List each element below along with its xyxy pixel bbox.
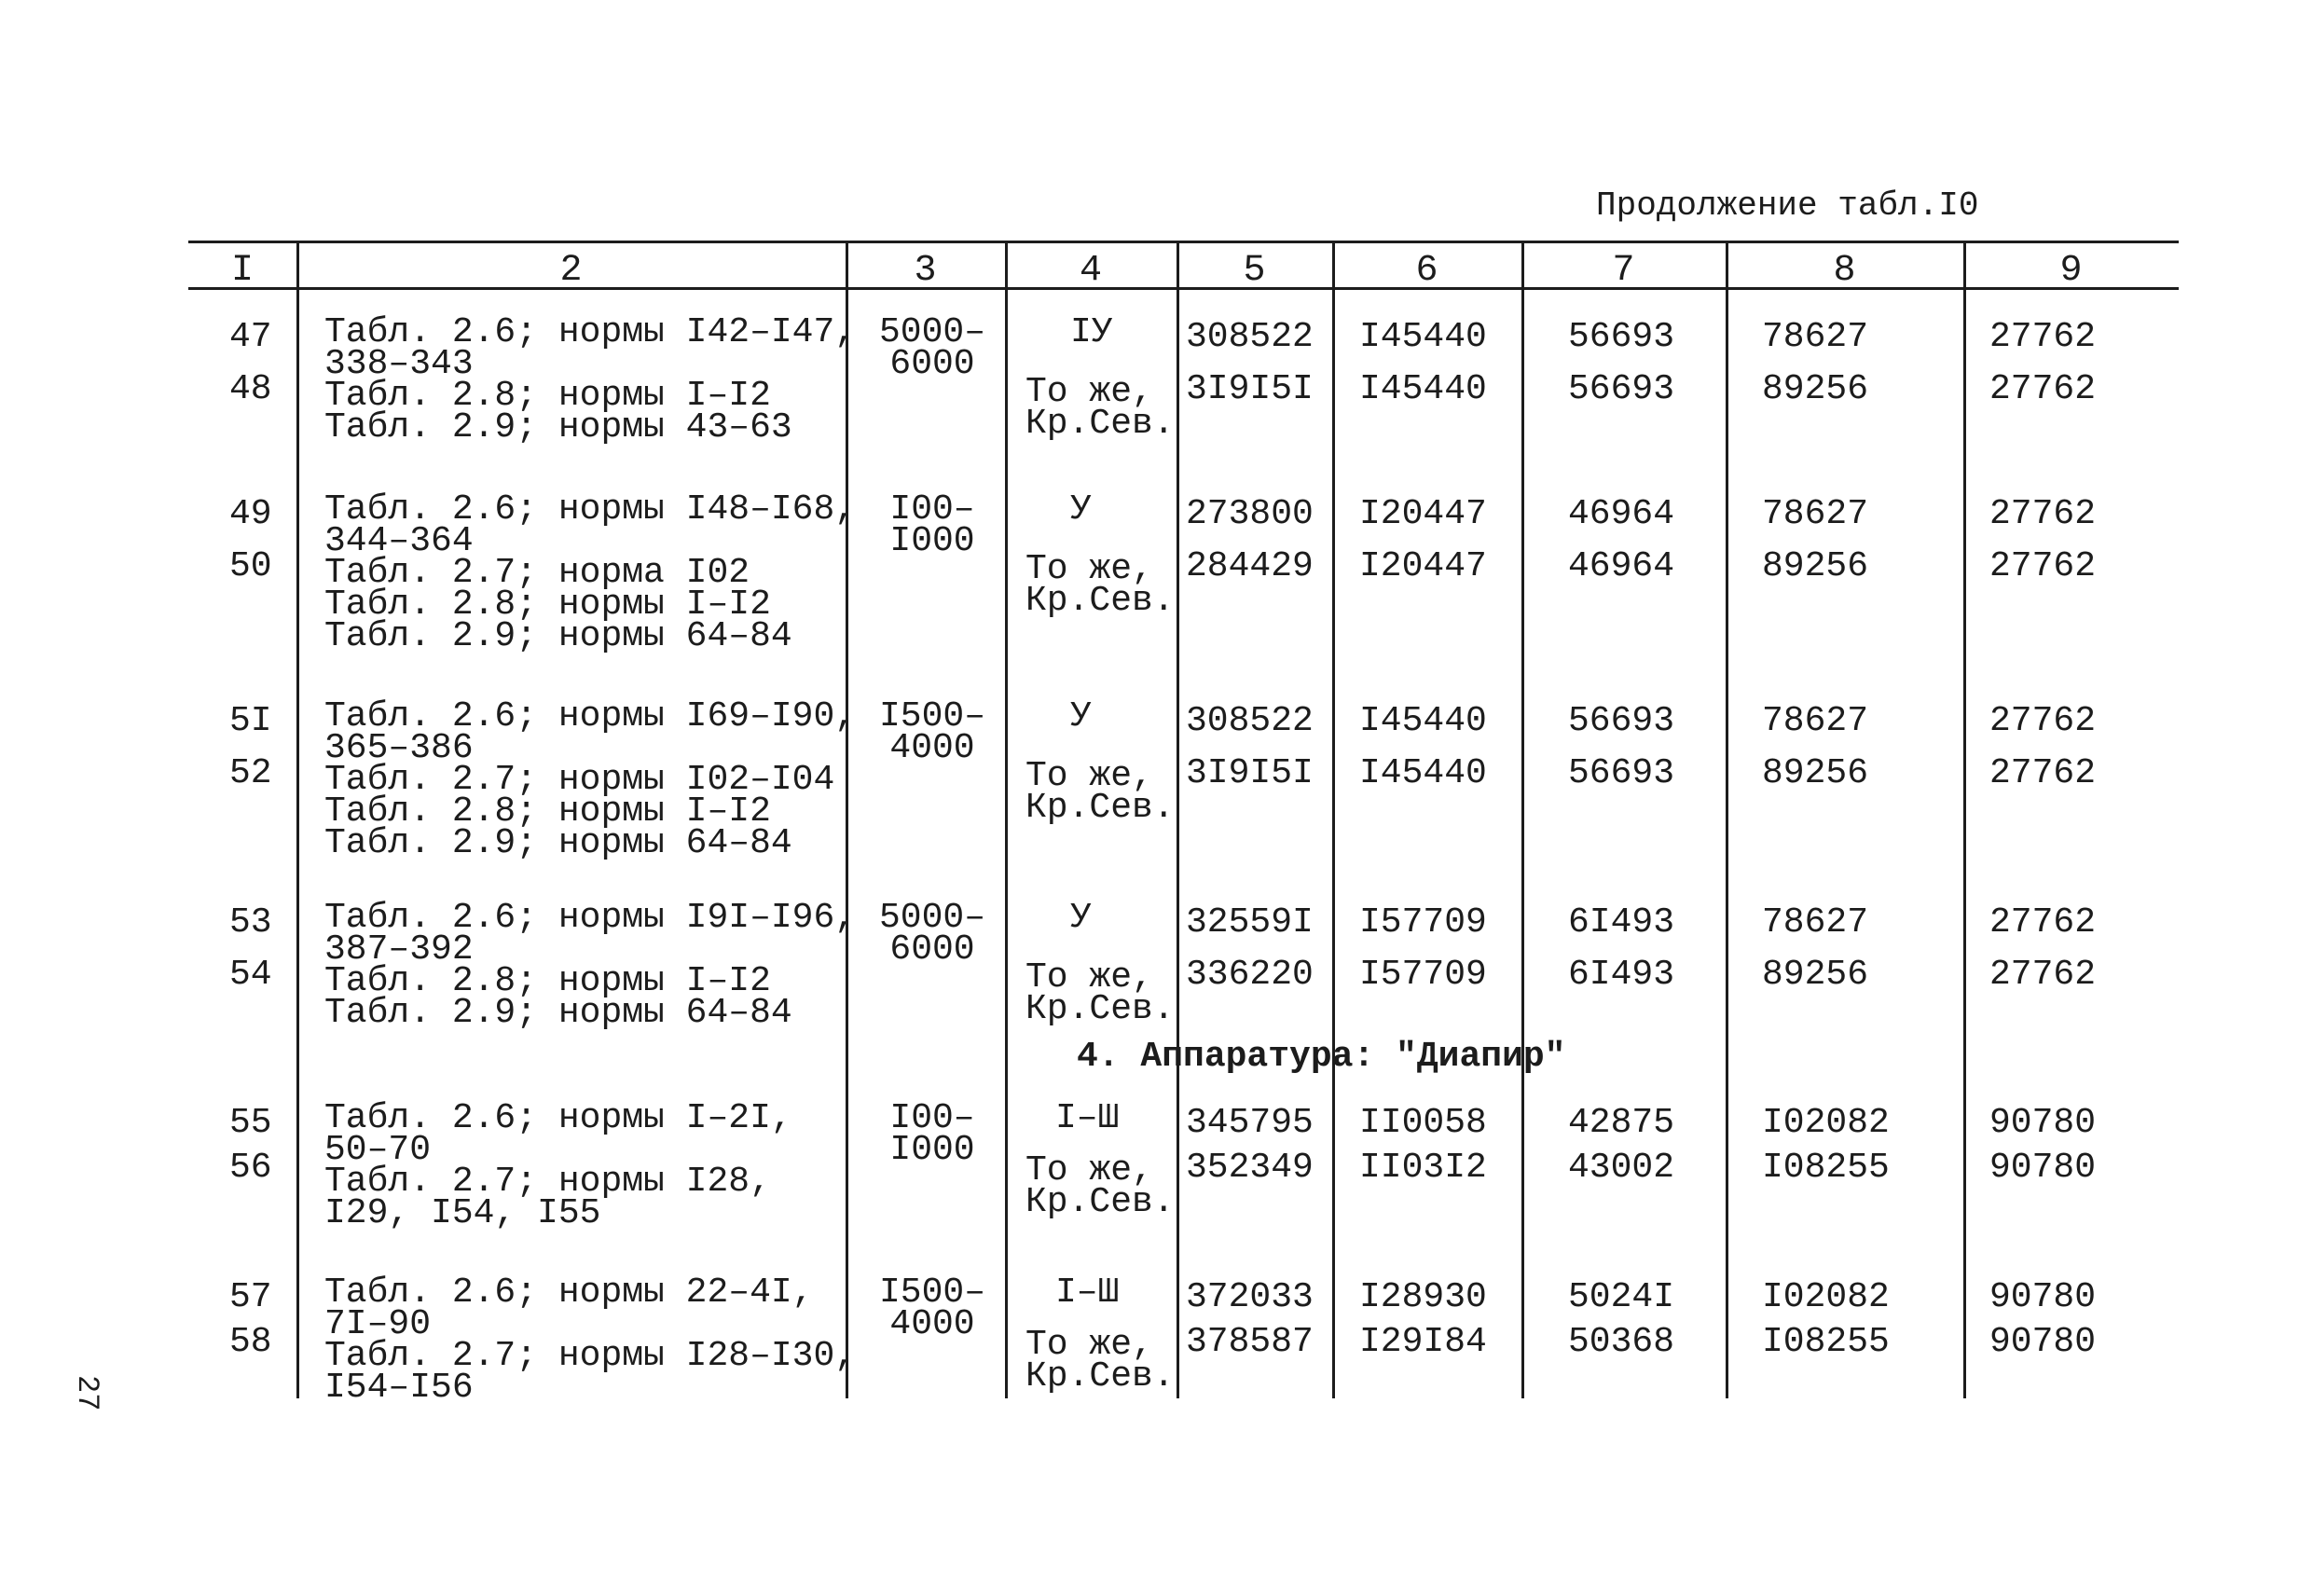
row-number: 57 <box>229 1277 272 1317</box>
value-col5: 32559I <box>1186 902 1314 942</box>
value-col6: I20447 <box>1359 494 1487 534</box>
column-divider <box>1726 241 1728 1398</box>
value-col8: I08255 <box>1762 1322 1890 1362</box>
value-col7: 43002 <box>1568 1148 1675 1188</box>
value-col9: 90780 <box>1989 1277 2097 1317</box>
row-number: 47 <box>229 317 272 357</box>
row-number: 52 <box>229 753 272 793</box>
range-cell: 5000– 6000 <box>878 898 986 970</box>
zone-cell: У <box>1070 489 1092 530</box>
range-cell: I500– 4000 <box>878 1273 986 1344</box>
value-col9: 90780 <box>1989 1148 2097 1188</box>
value-col6: I28930 <box>1359 1277 1487 1317</box>
value-col5: 378587 <box>1186 1322 1314 1362</box>
value-col5: 336220 <box>1186 955 1314 995</box>
zone-cell: То же, Кр.Сев. <box>1025 549 1175 621</box>
value-col9: 27762 <box>1989 546 2097 586</box>
column-divider <box>1332 241 1335 1398</box>
value-col7: 56693 <box>1568 369 1675 409</box>
zone-cell: То же, Кр.Сев. <box>1025 372 1175 444</box>
column-divider <box>1177 241 1179 1398</box>
zone-cell: У <box>1070 898 1092 938</box>
zone-cell: То же, Кр.Сев. <box>1025 1325 1175 1396</box>
row-number: 5I <box>229 701 272 741</box>
side-page-number: 27 <box>70 1375 104 1411</box>
zone-cell: I–Ш <box>1055 1098 1120 1138</box>
value-col8: 78627 <box>1762 902 1869 942</box>
column-divider <box>1963 241 1966 1398</box>
value-col9: 27762 <box>1989 955 2097 995</box>
row-number: 58 <box>229 1322 272 1362</box>
value-col5: 273800 <box>1186 494 1314 534</box>
row-number: 56 <box>229 1148 272 1188</box>
range-cell: 5000– 6000 <box>878 312 986 384</box>
zone-cell: То же, Кр.Сев. <box>1025 957 1175 1029</box>
value-col8: 89256 <box>1762 369 1869 409</box>
value-col6: I29I84 <box>1359 1322 1487 1362</box>
value-col9: 90780 <box>1989 1322 2097 1362</box>
value-col6: I45440 <box>1359 369 1487 409</box>
column-header: 3 <box>914 250 937 292</box>
value-col7: 50368 <box>1568 1322 1675 1362</box>
value-col9: 90780 <box>1989 1103 2097 1143</box>
row-number: 53 <box>229 902 272 942</box>
zone-cell: То же, Кр.Сев. <box>1025 1150 1175 1222</box>
zone-cell: IУ <box>1070 312 1113 352</box>
column-header: 4 <box>1079 250 1102 292</box>
row-number: 55 <box>229 1103 272 1143</box>
range-cell: I00– I000 <box>889 489 975 561</box>
value-col7: 56693 <box>1568 317 1675 357</box>
value-col5: 3I9I5I <box>1186 369 1314 409</box>
norms-cell: Табл. 2.6; нормы I42–I47, 338–343 Табл. 2.8; нормы I–I2 Табл. 2.9; нормы 43–63 <box>324 312 857 447</box>
value-col7: 46964 <box>1568 494 1675 534</box>
zone-cell: То же, Кр.Сев. <box>1025 756 1175 828</box>
column-header: 8 <box>1833 250 1856 292</box>
norms-cell: Табл. 2.6; нормы 22–4I, 7I–90 Табл. 2.7; нормы I28–I30, I54–I56 <box>324 1273 857 1408</box>
value-col5: 308522 <box>1186 317 1314 357</box>
row-number: 49 <box>229 494 272 534</box>
column-header: 7 <box>1612 250 1635 292</box>
value-col6: I45440 <box>1359 701 1487 741</box>
norms-cell: Табл. 2.6; нормы I69–I90, 365–386 Табл. 2.7; нормы I02–I04 Табл. 2.8; нормы I–I2 Табл. 2.9; нормы 64–84 <box>324 696 857 863</box>
zone-cell: I–Ш <box>1055 1273 1120 1313</box>
value-col8: I02082 <box>1762 1277 1890 1317</box>
section-heading: 4. Аппаратура: "Диапир" <box>1077 1037 1566 1077</box>
value-col8: I08255 <box>1762 1148 1890 1188</box>
norms-cell: Табл. 2.6; нормы I–2I, 50–70 Табл. 2.7; нормы I28, I29, I54, I55 <box>324 1098 792 1233</box>
column-divider <box>1005 241 1008 1398</box>
table-continuation-caption: Продолжение табл.I0 <box>1596 186 1979 225</box>
value-col8: 89256 <box>1762 753 1869 793</box>
column-divider <box>1521 241 1524 1398</box>
row-number: 50 <box>229 546 272 586</box>
value-col9: 27762 <box>1989 369 2097 409</box>
value-col8: 78627 <box>1762 317 1869 357</box>
value-col6: I57709 <box>1359 902 1487 942</box>
value-col5: 3I9I5I <box>1186 753 1314 793</box>
value-col7: 5024I <box>1568 1277 1675 1317</box>
value-col9: 27762 <box>1989 902 2097 942</box>
column-header: 2 <box>559 250 583 292</box>
row-number: 54 <box>229 955 272 995</box>
value-col8: I02082 <box>1762 1103 1890 1143</box>
column-divider <box>296 241 299 1398</box>
value-col8: 78627 <box>1762 494 1869 534</box>
value-col9: 27762 <box>1989 753 2097 793</box>
value-col7: 56693 <box>1568 701 1675 741</box>
row-number: 48 <box>229 369 272 409</box>
value-col5: 345795 <box>1186 1103 1314 1143</box>
value-col6: I57709 <box>1359 955 1487 995</box>
value-col7: 6I493 <box>1568 902 1675 942</box>
column-header: I <box>230 250 254 292</box>
value-col8: 89256 <box>1762 955 1869 995</box>
value-col9: 27762 <box>1989 701 2097 741</box>
value-col9: 27762 <box>1989 317 2097 357</box>
value-col7: 6I493 <box>1568 955 1675 995</box>
header-top-rule <box>188 241 2179 243</box>
zone-cell: У <box>1070 696 1092 736</box>
range-cell: I00– I000 <box>889 1098 975 1170</box>
value-col7: 56693 <box>1568 753 1675 793</box>
value-col5: 308522 <box>1186 701 1314 741</box>
range-cell: I500– 4000 <box>878 696 986 768</box>
value-col6: II0058 <box>1359 1103 1487 1143</box>
value-col8: 78627 <box>1762 701 1869 741</box>
norms-cell: Табл. 2.6; нормы I48–I68, 344–364 Табл. 2.7; норма I02 Табл. 2.8; нормы I–I2 Табл. 2.9; нормы 64–84 <box>324 489 857 656</box>
column-header: 5 <box>1243 250 1266 292</box>
value-col5: 352349 <box>1186 1148 1314 1188</box>
value-col9: 27762 <box>1989 494 2097 534</box>
value-col6: I45440 <box>1359 753 1487 793</box>
value-col8: 89256 <box>1762 546 1869 586</box>
value-col7: 46964 <box>1568 546 1675 586</box>
norms-cell: Табл. 2.6; нормы I9I–I96, 387–392 Табл. 2.8; нормы I–I2 Табл. 2.9; нормы 64–84 <box>324 898 857 1033</box>
value-col6: II03I2 <box>1359 1148 1487 1188</box>
column-header: 6 <box>1415 250 1438 292</box>
value-col7: 42875 <box>1568 1103 1675 1143</box>
value-col5: 284429 <box>1186 546 1314 586</box>
column-header: 9 <box>2059 250 2083 292</box>
value-col6: I20447 <box>1359 546 1487 586</box>
value-col5: 372033 <box>1186 1277 1314 1317</box>
value-col6: I45440 <box>1359 317 1487 357</box>
